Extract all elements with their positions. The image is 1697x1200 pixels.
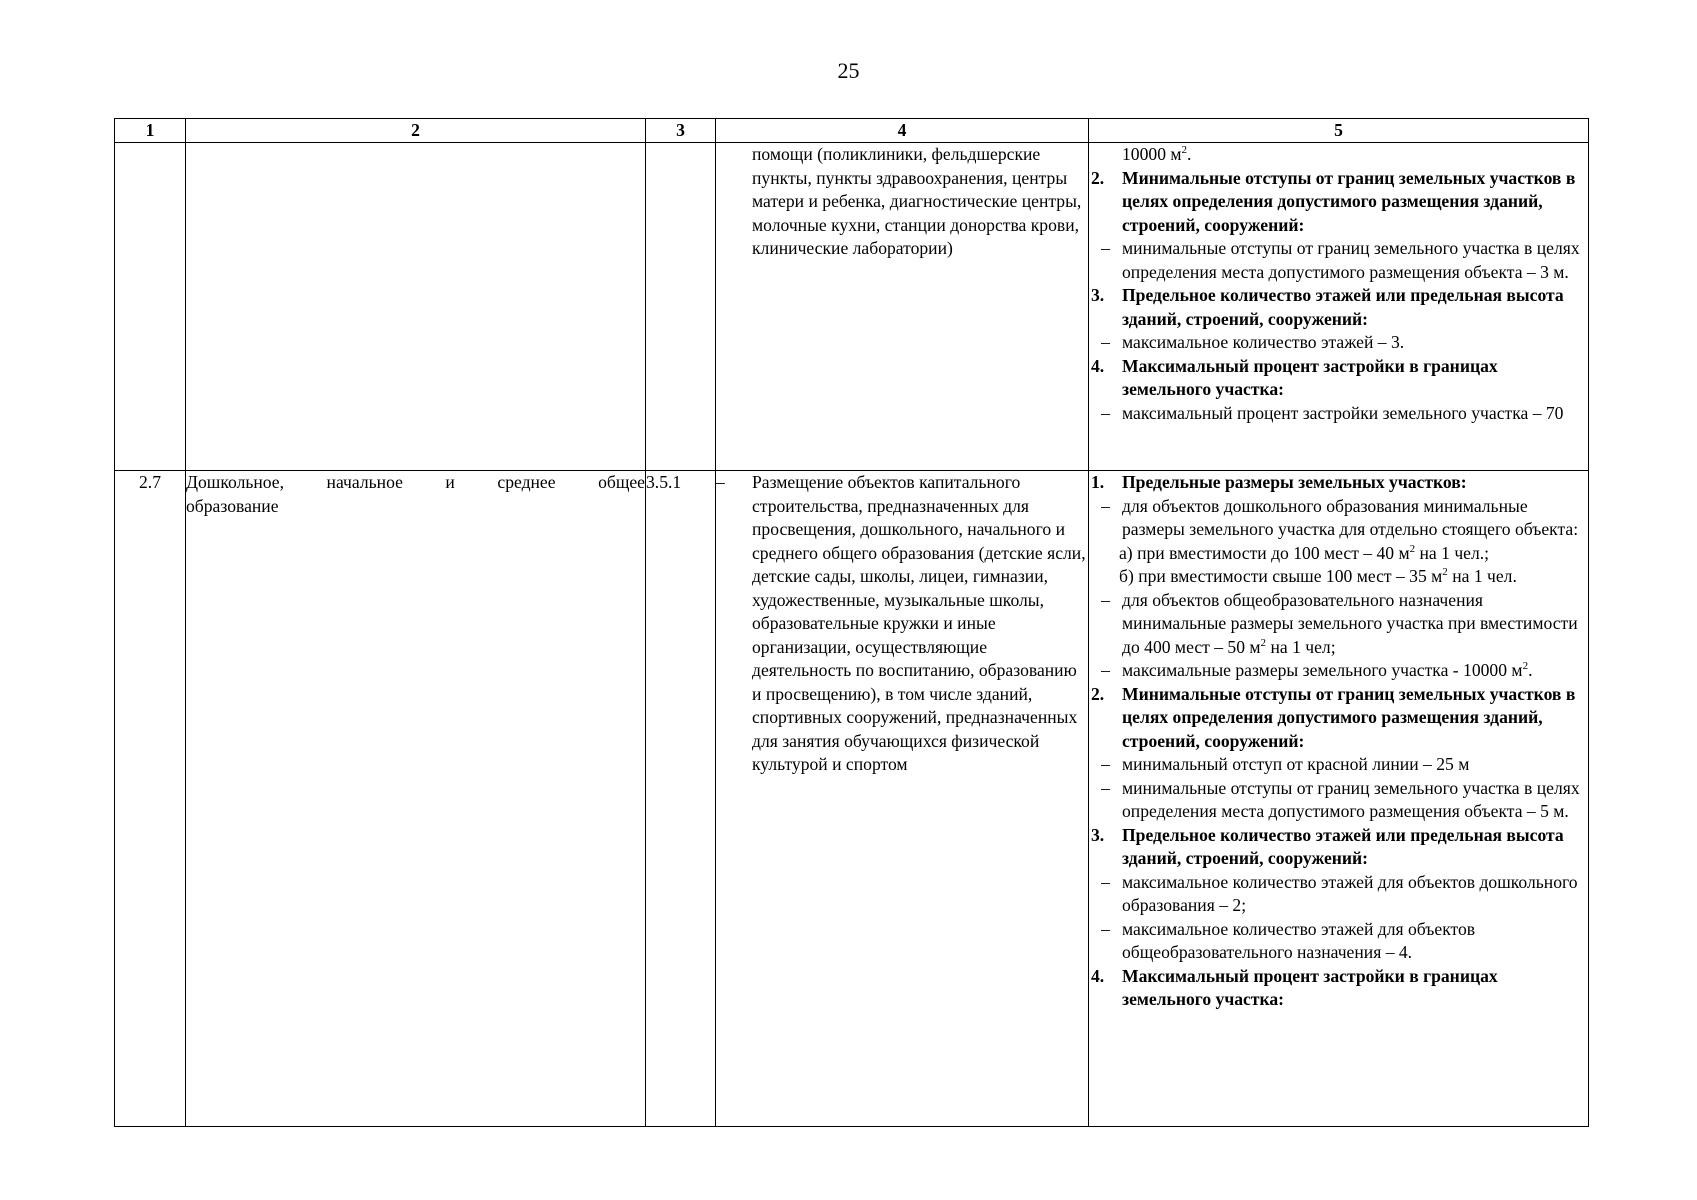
regulation-text	[1122, 167, 1588, 238]
dash-marker: –	[1101, 660, 1110, 680]
regulation-item	[1089, 495, 1588, 542]
regulations-cell	[1089, 471, 1589, 1127]
regulation-text-main: 10000 м	[1122, 144, 1182, 164]
regulation-heading	[1089, 471, 1588, 495]
superscript: 2	[1522, 660, 1529, 673]
regulation-text-main: б) при вместимости свыше 100 мест – 35 м	[1119, 566, 1443, 586]
use-description-text: помощи (поликлиники, фельдшерские пункты, пункты здравоохранения, центры матери и ребенка, диагностические центры, молочные кухни, станции донорства крови, клинические лаборатории)	[752, 144, 1082, 258]
dash-marker: –	[716, 472, 725, 492]
superscript: 2	[1409, 542, 1416, 555]
dash-marker: –	[1101, 754, 1110, 774]
regulation-item	[1089, 753, 1588, 777]
row-number-cell	[115, 143, 186, 471]
dash-marker	[1089, 143, 1122, 167]
regulation-heading	[1089, 167, 1588, 238]
superscript: 2	[1260, 636, 1267, 649]
column-header-1: 1	[115, 119, 186, 143]
regulation-subitem	[1089, 542, 1588, 566]
regulation-item	[1089, 237, 1588, 284]
item-number: 2.	[1091, 683, 1105, 704]
use-name-line: Дошкольное, начальное и среднее общее	[186, 472, 645, 492]
regulations-list	[1089, 471, 1588, 1012]
regulation-text	[1122, 753, 1588, 777]
regulation-item	[1089, 777, 1588, 824]
item-number: 3.	[1091, 285, 1105, 305]
regulation-text-main: максимальное количество этажей для объектов дошкольного образования – 2;	[1122, 871, 1578, 915]
regulation-heading	[1089, 284, 1588, 331]
regulation-text-main: Максимальный процент застройки в границах земельного участка:	[1122, 965, 1498, 1009]
regulation-text	[1122, 495, 1588, 542]
regulation-text	[1122, 471, 1588, 495]
regulation-item	[1089, 402, 1588, 426]
regulations-cell	[1089, 143, 1589, 471]
regulation-text-main: Минимальные отступы от границ земельных участков в целях определения допустимого размещения зданий, строений, сооружений:	[1122, 683, 1576, 751]
use-description-cell	[716, 143, 1089, 471]
regulation-text	[1122, 237, 1588, 284]
regulation-text	[1122, 355, 1588, 402]
row-number-cell: 2.7	[115, 471, 186, 1127]
superscript: 2	[1181, 144, 1188, 157]
regulation-text-main: минимальные отступы от границ земельного участка в целях определения места допустимого размещения объекта – 5 м.	[1122, 777, 1580, 821]
regulation-heading	[1089, 965, 1588, 1012]
regulation-text-main: максимальный процент застройки земельного участка – 70	[1122, 402, 1564, 423]
regulation-text-main: максимальное количество этажей для объектов общеобразовательного назначения – 4.	[1122, 918, 1476, 962]
column-header-3: 3	[646, 119, 716, 143]
item-number: 3.	[1091, 824, 1105, 845]
regulation-text-main: Предельные размеры земельных участков:	[1122, 472, 1467, 492]
regulation-text-main: Максимальный процент застройки в границах земельного участка:	[1122, 355, 1498, 399]
description-item	[716, 471, 1088, 777]
regulations-list	[1089, 143, 1588, 425]
item-number: 1.	[1091, 472, 1105, 492]
regulation-item	[1089, 871, 1588, 918]
use-name-line: образование	[186, 495, 279, 516]
regulations-table	[114, 118, 1589, 1127]
regulation-text-main: для объектов общеобразовательного назначения минимальные размеры земельного участка при вместимости до 400 мест – 50 м	[1122, 589, 1578, 657]
page-number: 25	[837, 58, 860, 83]
superscript: 2	[1442, 566, 1448, 579]
column-header-2: 2	[186, 119, 646, 143]
item-number: 2.	[1091, 167, 1105, 188]
dash-marker: –	[1101, 777, 1110, 798]
dash-marker: –	[1101, 495, 1110, 516]
column-header-5: 5	[1089, 119, 1589, 143]
regulation-text-main: минимальные отступы от границ земельного участка в целях определения места допустимого размещения объекта – 3 м.	[1122, 238, 1580, 282]
regulation-item	[1089, 918, 1588, 965]
regulation-text-main: а) при вместимости до 100 мест – 40 м	[1119, 542, 1410, 563]
table-row	[115, 143, 1589, 471]
regulation-text-tail: .	[1187, 144, 1192, 164]
regulation-text	[1122, 777, 1588, 824]
regulation-text-main: Предельное количество этажей или предельная высота зданий, строений, сооружений:	[1122, 824, 1564, 868]
regulation-text	[1122, 284, 1588, 331]
regulation-text-main: для объектов дошкольного образования минимальные размеры земельного участка для отдельно стоящего объекта:	[1122, 495, 1579, 539]
use-code-cell: 3.5.1	[646, 471, 716, 1127]
use-code-cell	[646, 143, 716, 471]
use-name-cell	[186, 471, 646, 1127]
dash-marker: –	[1101, 918, 1110, 939]
regulation-text-main: Предельное количество этажей или предельная высота зданий, строений, сооружений:	[1122, 285, 1564, 329]
column-header-4: 4	[716, 119, 1089, 143]
dash-marker: –	[1101, 402, 1110, 423]
table-row	[115, 471, 1589, 1127]
regulation-item	[1089, 659, 1588, 683]
regulation-text-tail: на 1 чел.	[1447, 566, 1517, 586]
regulation-text	[1122, 331, 1588, 355]
regulation-text	[1119, 566, 1517, 586]
regulation-item	[1089, 589, 1588, 660]
use-description-text: Размещение объектов капитального строительства, предназначенных для просвещения, дошкольного, начального и среднего общего образования (детские ясли, детские сады, школы, лицеи, гимназии, художественные, музыкальные школы, образовательные кружки и иные организации, осуществляющие деятельность по воспитанию, образованию и просвещению), в том числе зданий, спортивных сооружений, предназначенных для занятия обучающихся физической культурой и спортом	[752, 472, 1086, 774]
regulation-text	[1122, 589, 1588, 660]
dash-marker: –	[1101, 332, 1110, 352]
regulation-heading	[1089, 824, 1588, 871]
regulation-text-main: максимальные размеры земельного участка - 10000 м	[1122, 660, 1523, 680]
regulation-item	[1089, 331, 1588, 355]
dash-marker: –	[1101, 238, 1110, 258]
regulation-text	[1122, 871, 1588, 918]
table-header-row	[115, 119, 1589, 143]
regulation-text-tail: на 1 чел;	[1266, 636, 1336, 657]
item-number: 4.	[1091, 965, 1105, 986]
regulation-item	[1089, 143, 1588, 167]
regulation-text-main: максимальное количество этажей – 3.	[1122, 332, 1405, 352]
regulation-heading	[1089, 683, 1588, 754]
use-description-cell	[716, 471, 1089, 1127]
regulation-text	[1122, 965, 1588, 1012]
dash-marker: –	[1101, 589, 1110, 610]
regulation-text	[1122, 143, 1588, 167]
regulation-text-tail: .	[1528, 660, 1533, 680]
dash-marker: –	[1101, 871, 1110, 892]
item-number: 4.	[1091, 355, 1105, 376]
regulation-text-main: минимальный отступ от красной линии – 25 м	[1122, 754, 1470, 774]
regulation-text	[1122, 402, 1588, 426]
regulation-text	[1122, 659, 1588, 683]
regulation-text	[1119, 543, 1489, 563]
regulation-text	[1122, 683, 1588, 754]
regulation-text-tail: на 1 чел.;	[1415, 542, 1490, 563]
regulation-text	[1122, 824, 1588, 871]
regulation-text-main: Минимальные отступы от границ земельных участков в целях определения допустимого размещения зданий, строений, сооружений:	[1122, 167, 1576, 235]
regulation-heading	[1089, 355, 1588, 402]
regulation-subitem	[1089, 565, 1588, 589]
use-name-cell	[186, 143, 646, 471]
regulation-text	[1122, 918, 1588, 965]
